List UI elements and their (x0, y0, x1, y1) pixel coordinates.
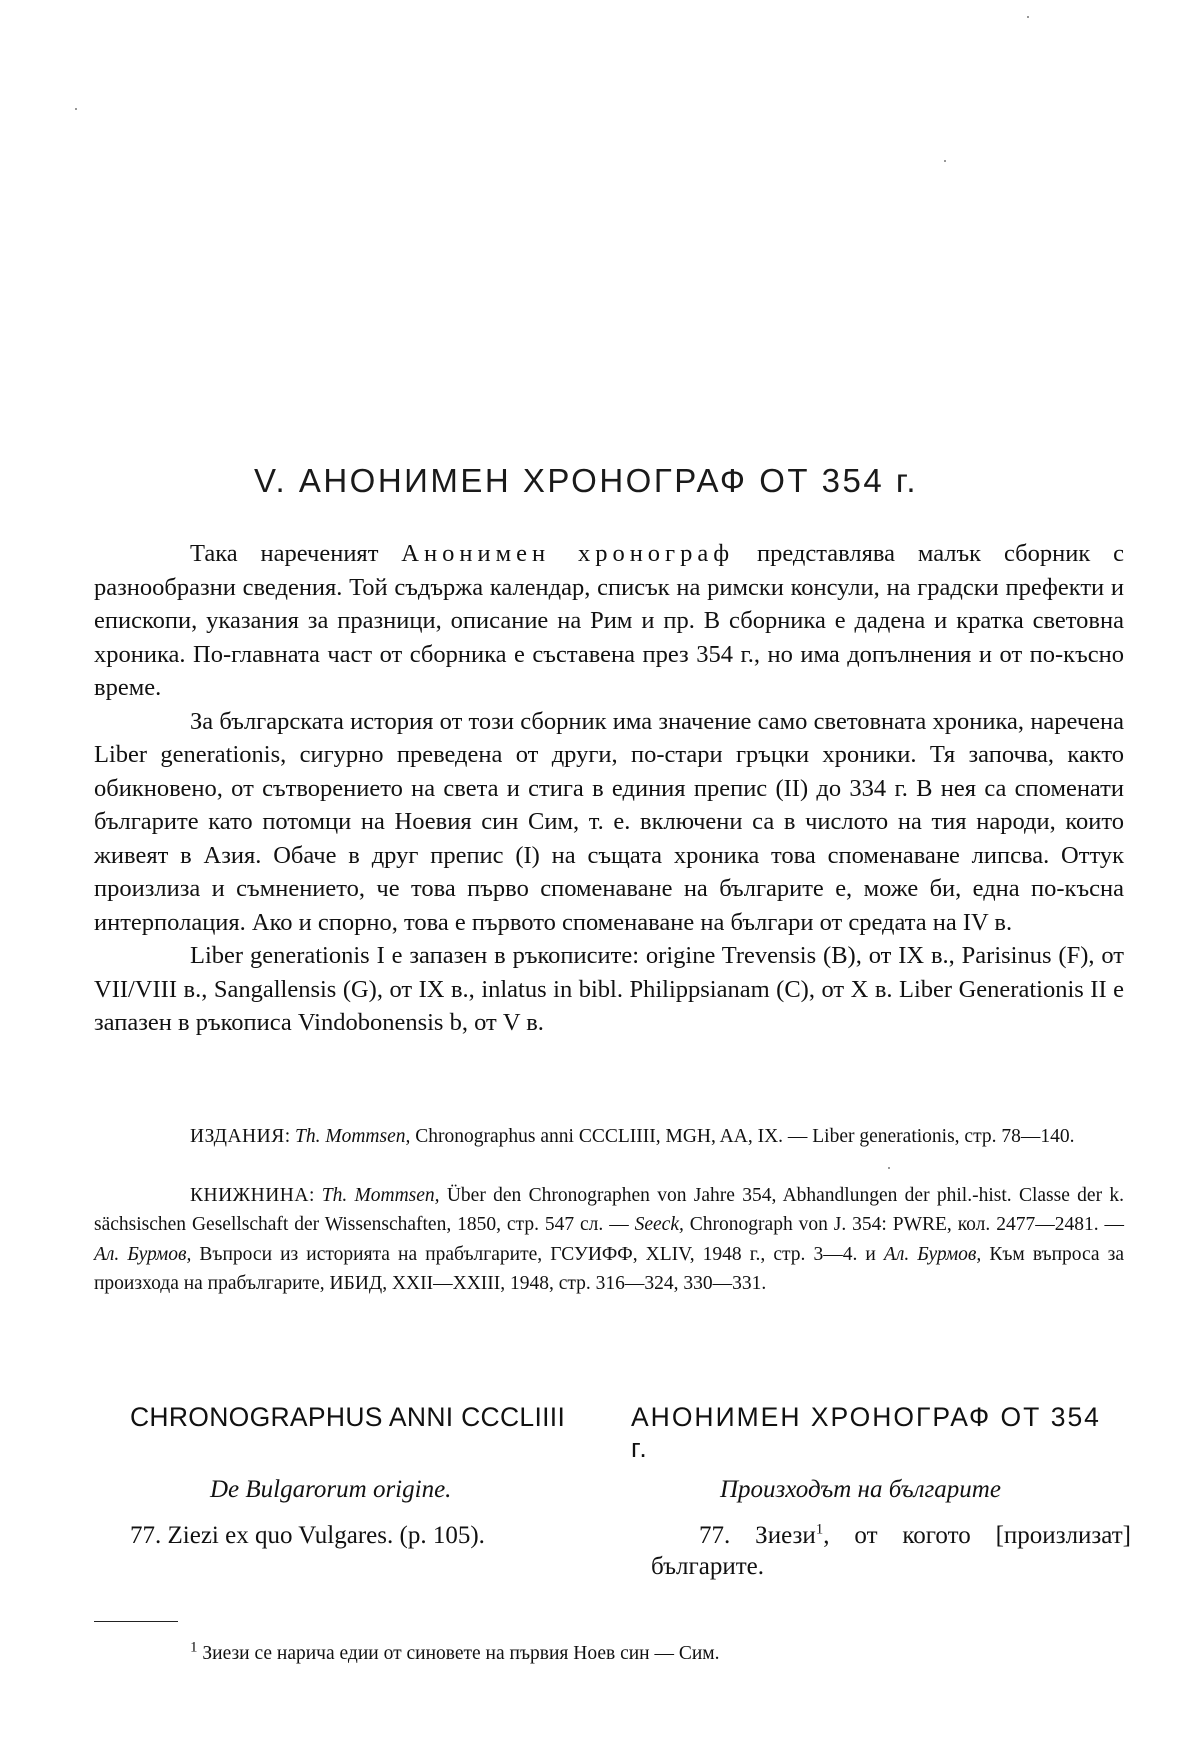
scan-speck (944, 160, 946, 162)
spaced-term: Анонимен хронограф (401, 540, 735, 567)
footnote: $^1$ Зиези се нарича едии от синовете на първия Ноев син — Сим. (190, 1639, 720, 1664)
footnote-marker: 1 (190, 1639, 198, 1656)
author-name: Ал. Бурмов, (883, 1243, 982, 1265)
editions-entry: ИЗДАНИЯ: Th. Mommsen, Chronographus anni CCCLIIII, MGH, AA, IX. — Liber generationis, стр. 78—140. (190, 1126, 1075, 1147)
bulgarian-entry: 77. Зиези$^1$, от когото [произлизат] българите. (651, 1521, 1131, 1580)
author-name: Seeck, (634, 1214, 684, 1235)
paragraph-intro: Така нареченият Анонимен хронограф представлява малък сборник с разнообразни сведения. Той съдържа календар, списък на римски консули, на градски префекти и епископи, указания за празници, описание на Рим и пр. В сборника е дадена и кратка световна хроника. По-главната част от сборника е съставена през 354 г., но има допълнения и от по-късно време. (94, 540, 1124, 701)
latin-entry: 77. Ziezi ex quo Vulgares. (p. 105). (130, 1522, 485, 1549)
footnote-divider (94, 1621, 178, 1622)
references (94, 1122, 1124, 1328)
bulgarian-subtitle: Произходът на българите (720, 1476, 1001, 1503)
literature-label: КНИЖНИНА (190, 1184, 309, 1206)
author-name: Ал. Бурмов, (94, 1243, 192, 1265)
literature-entry: КНИЖНИНА: Th. Mommsen, Über den Chronographen von Jahre 354, Abhandlungen der phil.-hist. Classe der k. sächsischen Gesellschaft der Wissenschaften, 1850, стр. 547 сл. — Seeck, Chronograph von J. 354: PWRE, кол. 2477—2481. — Ал. Бурмов, Въпроси из историята на прабългарите, ГСУИФФ, XLIV, 1948 г., стр. 3—4. и Ал. Бурмов, Към въпроса за произхода на прабългарите, ИБИД, XXII—XXIII, 1948, стр. 316—324, 330—331. (94, 1184, 1125, 1294)
footnote-reference[interactable]: 1 (815, 1521, 824, 1538)
paragraph-manuscripts: Liber generationis I е запазен в ръкописите: origine Trevensis (B), от IX в., Parisinus (F), от VII/VIII в., Sangallensis (G), от IX в., inlatus in bibl. Philippsianam (C), от X в. Liber Generationis II е запазен в ръкописа Vindobonensis b, от V в. (94, 942, 1124, 1036)
latin-column-heading: CHRONOGRAPHUS ANNI CCCLIIII (130, 1402, 566, 1432)
author-name: Th. Mommsen, (321, 1184, 440, 1206)
body-text (94, 537, 1124, 1040)
chapter-title: V. АНОНИМЕН ХРОНОГРАФ ОТ 354 г. (254, 462, 919, 499)
scan-speck (75, 108, 77, 110)
scan-speck (1027, 16, 1029, 18)
editions-label: ИЗДАНИЯ (190, 1126, 285, 1147)
bulgarian-column-heading: АНОНИМЕН ХРОНОГРАФ ОТ 354 г. (631, 1402, 1101, 1463)
latin-subtitle: De Bulgarorum origine. (210, 1476, 452, 1503)
author-name: Th. Mommsen, (295, 1126, 411, 1147)
paragraph-significance: За българската история от този сборник има значение само световната хроника, наречена Liber generationis, сигурно преведена от други, по-стари гръцки хроники. Тя започва, както обикновено, от сътворението на света и стига в единия препис (II) до 334 г. В нея са споменати българите като потомци на Ноевия син Сим, т. е. включени са в числото на тия народи, които живеят в Азия. Обаче в друг препис (I) на същата хроника това споменаване липсва. Оттук произлиза и съмнението, че това първо споменаване на българите е, може би, една по-късна интерполация. Ако и спорно, това е първото споменаване на българи от средата на IV в. (94, 707, 1124, 936)
